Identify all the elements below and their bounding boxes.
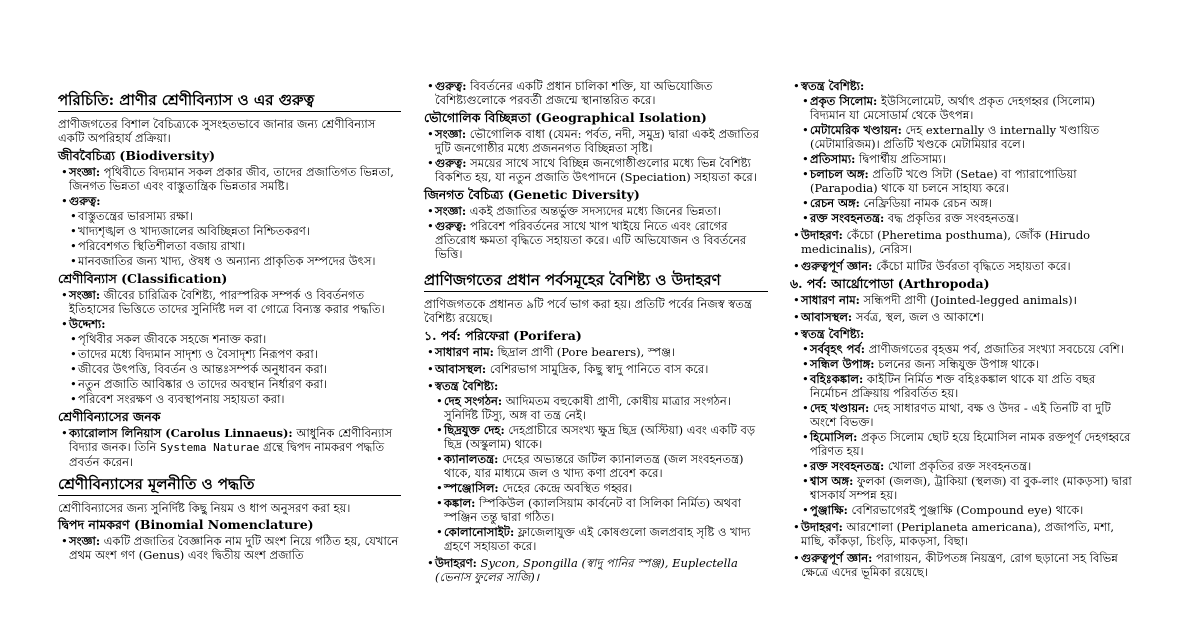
term-text: চলনের জন্য সন্ধিযুক্ত উপাঙ্গ থাকে। xyxy=(874,357,1039,371)
term-text: কেঁচো মাটির উর্বরতা বৃদ্ধিতে সহায়তা করে। xyxy=(872,259,1071,273)
list-item: • বাস্তুতন্ত্রের ভারসাম্য রক্ষা। xyxy=(78,209,401,223)
list-item xyxy=(444,496,768,524)
sub-list xyxy=(69,332,401,406)
list-item xyxy=(801,520,1132,548)
term-text: দেহ সাধারণত মাথা, বক্ষ ও উদর - এই তিনটি বা দুটি অংশে বিভক্ত। xyxy=(810,401,1111,429)
list-item xyxy=(444,452,768,480)
classification-heading: শ্রেণীবিন্যাস (Classification) xyxy=(58,271,228,286)
list-item xyxy=(69,165,401,193)
term-text: কাইটিন নির্মিত শক্ত বহিঃকঙ্কাল থাকে যা প্রতি বছর নির্মোচন প্রক্রিয়ায় পরিবর্তিত হয়। xyxy=(810,372,1096,400)
geo-isolation-list xyxy=(424,127,768,184)
term-text: একটি প্রজাতির বৈজ্ঞানিক নাম দুটি অংশ নিয়ে গঠিত হয়, যেখানে প্রথম অংশ গণ (Genus) এবং দ্বিতীয় অংশ প্রজাতি xyxy=(69,534,399,562)
term-label: গুরুত্ব: xyxy=(435,79,467,93)
term-text: দেহ externally ও internally খণ্ডায়িত (মেটামারিজম)। প্রতিটি খণ্ডকে মেটামিয়ার বলে। xyxy=(810,123,1100,151)
column-1 xyxy=(58,91,401,565)
list-item xyxy=(435,204,768,218)
term-label: বহিঃকঙ্কাল: xyxy=(810,372,864,386)
column-2 xyxy=(424,79,768,587)
list-item xyxy=(810,196,1132,210)
biodiversity-list xyxy=(58,165,401,268)
term-text: ছিদ্রাল প্রাণী (Pore bearers), স্পঞ্জ। xyxy=(493,345,676,359)
term-label: উদাহরণ: xyxy=(801,228,843,242)
term-label: রক্ত সংবহনতন্ত্র: xyxy=(810,459,885,473)
term-label: সংজ্ঞা: xyxy=(435,127,467,141)
list-item: • জীবের উৎপত্তি, বিবর্তন ও আন্তঃসম্পর্ক অনুধাবন করা। xyxy=(78,362,401,376)
term-text: ফুলকা (জলজ), ট্রাকিয়া (স্থলজ) বা বুক-লাং (মাকড়সা) দ্বারা শ্বাসকার্য সম্পন্ন হয়। xyxy=(810,474,1132,502)
term-label: সংজ্ঞা: xyxy=(435,204,467,218)
term-label: স্বতন্ত্র বৈশিষ্ট্য: xyxy=(435,379,499,393)
term-text: আরশোলা (Periplaneta americana), প্রজাপতি, মশা, মাছি, কাঁকড়া, চিংড়ি, মাকড়সা, বিছা। xyxy=(801,520,1115,548)
list-item xyxy=(435,127,768,155)
term-label: প্রতিসাম্য: xyxy=(810,152,856,166)
natural-selection-list xyxy=(424,79,768,107)
sub-list xyxy=(69,209,401,268)
list-item: • খাদ্যশৃঙ্খল ও খাদ্যজালের অবিচ্ছিন্নতা নিশ্চিতকরণ। xyxy=(78,224,401,238)
list-item xyxy=(810,357,1132,371)
list-item: • মানবজাতির জন্য খাদ্য, ঔষধ ও অন্যান্য প্রাকৃতিক সম্পদের উৎস। xyxy=(78,254,401,268)
arthropoda-heading: ৬. পর্ব: আর্থ্রোপোডা (Arthropoda) xyxy=(790,276,990,291)
binomial-heading: দ্বিপদ নামকরণ (Binomial Nomenclature) xyxy=(58,517,314,532)
genetic-diversity-heading: জিনগত বৈচিত্র্য (Genetic Diversity) xyxy=(424,187,640,202)
list-item xyxy=(801,259,1132,273)
list-item xyxy=(810,401,1132,429)
term-label: স্বতন্ত্র বৈশিষ্ট্য: xyxy=(801,327,865,341)
porifera-list xyxy=(424,345,768,584)
list-item xyxy=(435,156,768,184)
list-item xyxy=(810,123,1132,151)
annelida-list xyxy=(790,79,1132,273)
term-label: উদ্দেশ্য: xyxy=(69,317,106,331)
term-text: নেফ্রিডিয়া নামক রেচন অঙ্গ। xyxy=(859,196,992,210)
term-text: বেশিরভাগ সামুদ্রিক, কিছু স্বাদু পানিতে বাস করে। xyxy=(486,362,709,376)
list-item xyxy=(810,152,1132,166)
term-text: দেহের অভ্যন্তরে জটিল ক্যানালতন্ত্র (জল সংবহনতন্ত্র) থাকে, যার মাধ্যমে জল ও খাদ্য কণা প্রবেশ করে। xyxy=(444,452,744,480)
sub-list xyxy=(801,94,1132,225)
term-text: বেশিরভাগেরই পুঞ্জাক্ষি (Compound eye) থাকে। xyxy=(847,503,1084,517)
term-text: প্রাণীজগতের বৃহত্তম পর্ব, প্রজাতির সংখ্যা সবচেয়ে বেশি। xyxy=(865,342,1124,356)
term-text: ফ্লাজেলাযুক্ত এই কোষগুলো জলপ্রবাহ সৃষ্টি ও খাদ্য গ্রহণে সহায়তা করে। xyxy=(444,525,751,553)
list-item: • নতুন প্রজাতি আবিষ্কার ও তাদের অবস্থান নির্ধারণ করা। xyxy=(78,377,401,391)
term-text: সর্বত্র, স্থল, জল ও আকাশে। xyxy=(852,310,985,324)
term-text: কেঁচো (Pheretima posthuma), জোঁক (Hirudo medicinalis), নেরিস। xyxy=(801,228,1091,256)
term-label: উদাহরণ: xyxy=(435,556,477,570)
column-3 xyxy=(790,79,1132,582)
term-label: সর্ববৃহৎ পর্ব: xyxy=(810,342,866,356)
term-label: গুরুত্ব: xyxy=(69,194,101,208)
phyla-text: প্রাণিজগতকে প্রধানত ৯টি পর্বে ভাগ করা হয়। প্রতিটি পর্বের নিজস্ব স্বতন্ত্র বৈশিষ্ট্য রয়েছে। xyxy=(424,297,752,325)
term-text: ইউসিলোমেট, অর্থাৎ প্রকৃত দেহগহ্বর (সিলোম) বিদ্যমান যা মেসোডার্ম থেকে উৎপন্ন। xyxy=(810,94,1096,122)
father-heading: শ্রেণীবিন্যাসের জনক xyxy=(58,409,161,424)
list-item xyxy=(444,525,768,553)
term-text: জীবের চারিত্রিক বৈশিষ্ট্য, পারস্পরিক সম্পর্ক ও বিবর্তনগত ইতিহাসের ভিত্তিতে তাদের সুনির্দিষ্ট দল বা গোত্রে বিন্যস্ত করার পদ্ধতি। xyxy=(69,288,385,316)
term-label: গুরুত্ব: xyxy=(435,156,467,170)
term-label: ক্যারোলাস লিনিয়াস (Carolus Linnaeus): xyxy=(69,426,293,440)
term-label: সংজ্ঞা: xyxy=(69,288,101,302)
term-label: গুরুত্বপূর্ণ জ্ঞান: xyxy=(801,551,873,565)
binomial-list xyxy=(58,534,401,562)
list-item xyxy=(810,342,1132,356)
term-text: দ্বিপার্শ্বীয় প্রতিসাম্য। xyxy=(855,152,946,166)
list-item xyxy=(810,211,1132,225)
term-label: আবাসস্থল: xyxy=(435,362,487,376)
sub-list xyxy=(435,394,768,553)
term-label: স্পঞ্জোসিল: xyxy=(444,481,499,495)
term-text: প্রকৃত সিলোম ছোট হয়ে হিমোসিল নামক রক্তপূর্ণ দেহগহ্বরে পরিণত হয়। xyxy=(810,430,1131,458)
term-label: সংজ্ঞা: xyxy=(69,534,101,548)
list-item xyxy=(801,551,1132,579)
list-item xyxy=(801,293,1132,307)
term-label: পুঞ্জাক্ষি: xyxy=(810,503,848,517)
father-list xyxy=(58,426,401,469)
term-text: পরিবেশ পরিবর্তনের সাথে খাপ খাইয়ে নিতে এবং রোগের প্রতিরোধ ক্ষমতা বৃদ্ধিতে সহায়তা করে। এটি অভিযোজন ও বিবর্তনের ভিত্তি। xyxy=(435,219,747,261)
list-item xyxy=(435,379,768,553)
intro-text: প্রাণীজগতের বিশাল বৈচিত্র্যকে সুসংহতভাবে জানার জন্য শ্রেণীবিন্যাস একটি অপরিহার্য প্রক্রিয়া। xyxy=(58,117,376,145)
principles-text: শ্রেণীবিন্যাসের জন্য সুনির্দিষ্ট কিছু নিয়ম ও ধাপ অনুসরণ করা হয়। xyxy=(58,501,351,515)
term-label: গুরুত্বপূর্ণ জ্ঞান: xyxy=(801,259,873,273)
list-item xyxy=(810,503,1132,517)
list-item xyxy=(444,394,768,422)
term-label: দেহ খণ্ডায়ন: xyxy=(810,401,870,415)
list-item: • পরিবেশ সংরক্ষণ ও ব্যবস্থাপনায় সহায়তা করা। xyxy=(78,392,401,406)
list-item xyxy=(69,534,401,562)
term-text: আদিমতম বহুকোষী প্রাণী, কোষীয় মাত্রার সংগঠন। সুনির্দিষ্ট টিস্যু, অঙ্গ বা তন্ত্র নেই। xyxy=(444,394,731,422)
biodiversity-heading: জীববৈচিত্র্য (Biodiversity) xyxy=(58,148,215,163)
term-label: দেহ সংগঠন: xyxy=(444,394,503,408)
list-item: • পৃথিবীর সকল জীবকে সহজে শনাক্ত করা। xyxy=(78,332,401,346)
term-label: মেটামেরিক খণ্ডায়ন: xyxy=(810,123,902,137)
porifera-heading: ১. পর্ব: পরিফেরা (Porifera) xyxy=(424,328,582,343)
term-text: একই প্রজাতির অন্তর্ভুক্ত সদস্যদের মধ্যে জিনের ভিন্নতা। xyxy=(466,204,721,218)
list-item xyxy=(801,228,1132,256)
term-label: কঙ্কাল: xyxy=(444,496,476,510)
classification-list xyxy=(58,288,401,406)
geo-isolation-heading: ভৌগোলিক বিচ্ছিন্নতা (Geographical Isolation) xyxy=(424,110,707,125)
list-item xyxy=(801,327,1132,517)
sub-list xyxy=(801,342,1132,517)
term-label: চলাচল অঙ্গ: xyxy=(810,167,869,181)
list-item xyxy=(435,219,768,261)
term-label: রক্ত সংবহনতন্ত্র: xyxy=(810,211,885,225)
list-item xyxy=(444,481,768,495)
list-item xyxy=(810,372,1132,400)
term-text: ভৌগোলিক বাধা (যেমন: পর্বত, নদী, সমুদ্র) দ্বারা একই প্রজাতির দুটি জনগোষ্ঠীর মধ্যে প্রজননগত বিচ্ছিন্নতা সৃষ্টি। xyxy=(435,127,759,155)
term-text: সময়ের সাথে সাথে বিচ্ছিন্ন জনগোষ্ঠীগুলোর মধ্যে ভিন্ন বৈশিষ্ট্য বিকশিত হয়, যা নতুন প্রজাতি উৎপাদনে (Speciation) সহায়তা করে। xyxy=(435,156,757,184)
list-item xyxy=(69,288,401,316)
list-item xyxy=(69,426,401,469)
term-text: খোলা প্রকৃতির রক্ত সংবহনতন্ত্র। xyxy=(884,459,1032,473)
list-item xyxy=(435,345,768,359)
list-item xyxy=(435,556,768,584)
term-label: উদাহরণ: xyxy=(801,520,843,534)
list-item xyxy=(801,310,1132,324)
term-text: সন্ধিপদী প্রাণী (Jointed-legged animals)। xyxy=(859,293,1078,307)
term-text: Sycon, Spongilla (স্বাদু পানির স্পঞ্জ), Euplectella (ভেনাস ফুলের সাজি)। xyxy=(435,556,738,584)
intro-title: পরিচিতি: প্রাণীর শ্রেণীবিন্যাস ও এর গুরুত্ব xyxy=(58,91,401,112)
list-item xyxy=(435,79,768,107)
list-item xyxy=(801,79,1132,225)
term-label: সাধারণ নাম: xyxy=(435,345,494,359)
term-text: পরাগায়ন, কীটপতঙ্গ নিয়ন্ত্রণ, রোগ ছড়ানো সহ বিভিন্ন ক্ষেত্রে এদের ভূমিকা রয়েছে। xyxy=(801,551,1118,579)
term-label: রেচন অঙ্গ: xyxy=(810,196,860,210)
term-text: প্রতিটি খণ্ডে সিটা (Setae) বা প্যারাপোডিয়া (Parapodia) থাকে যা চলনে সাহায্য করে। xyxy=(810,167,1077,195)
term-label: ক্যানালতন্ত্র: xyxy=(444,452,499,466)
term-text: দেহপ্রাচীরে অসংখ্য ক্ষুদ্র ছিদ্র (অস্টিয়া) এবং একটি বড় ছিদ্র (অস্কুলাম) থাকে। xyxy=(444,423,756,451)
term-label: সন্ধিল উপাঙ্গ: xyxy=(810,357,875,371)
term-label: আবাসস্থল: xyxy=(801,310,853,324)
term-label: হিমোসিল: xyxy=(810,430,858,444)
phyla-title: প্রাণিজগতের প্রধান পর্বসমূহের বৈশিষ্ট্য ও উদাহরণ xyxy=(424,271,768,292)
term-text: আধুনিক শ্রেণীবিন্যাস বিদ্যার জনক। তিনি xyxy=(69,426,393,454)
term-label: শ্বাস অঙ্গ: xyxy=(810,474,854,488)
term-label: কোলানোসাইট: xyxy=(444,525,515,539)
term-text: বিবর্তনের একটি প্রধান চালিকা শক্তি, যা অভিযোজিত বৈশিষ্ট্যগুলোকে পরবর্তী প্রজন্মে স্থানান্তরিত করে। xyxy=(435,79,713,107)
list-item xyxy=(810,94,1132,122)
term-label: প্রকৃত সিলোম: xyxy=(810,94,878,108)
list-item: • তাদের মধ্যে বিদ্যমান সাদৃশ্য ও বৈসাদৃশ্য নিরূপণ করা। xyxy=(78,347,401,361)
list-item xyxy=(810,474,1132,502)
term-text: পৃথিবীতে বিদ্যমান সকল প্রকার জীব, তাদের প্রজাতিগত ভিন্নতা, জিনগত ভিন্নতা এবং বাস্তুতান্ত্রিক ভিন্নতার সমষ্টি। xyxy=(69,165,394,193)
list-item xyxy=(69,194,401,268)
term-label: ছিদ্রযুক্ত দেহ: xyxy=(444,423,505,437)
term-label: সংজ্ঞা: xyxy=(69,165,101,179)
term-label: সাধারণ নাম: xyxy=(801,293,860,307)
list-item xyxy=(435,362,768,376)
term-text: দেহের কেন্দ্রে অবস্থিত গহ্বর। xyxy=(498,481,633,495)
term-text: স্পিকিউল (ক্যালসিয়াম কার্বনেট বা সিলিকা নির্মিত) অথবা স্পঞ্জিন তন্তু দ্বারা গঠিত। xyxy=(444,496,741,524)
term-label: গুরুত্ব: xyxy=(435,219,467,233)
list-item xyxy=(810,167,1132,195)
list-item: • পরিবেশগত স্থিতিশীলতা বজায় রাখা। xyxy=(78,239,401,253)
list-item xyxy=(810,459,1132,473)
term-label: স্বতন্ত্র বৈশিষ্ট্য: xyxy=(801,79,865,93)
genetic-diversity-list xyxy=(424,204,768,261)
arthropoda-list xyxy=(790,293,1132,579)
term-text: বদ্ধ প্রকৃতির রক্ত সংবহনতন্ত্র। xyxy=(884,211,1019,225)
list-item xyxy=(69,317,401,406)
book-title: Systema Naturae xyxy=(160,441,260,454)
list-item xyxy=(810,430,1132,458)
principles-title: শ্রেণীবিন্যাসের মূলনীতি ও পদ্ধতি xyxy=(58,475,401,496)
list-item xyxy=(444,423,768,451)
term-text: গ্রন্থে দ্বিপদ নামকরণ পদ্ধতি প্রবর্তন করেন। xyxy=(69,440,385,469)
